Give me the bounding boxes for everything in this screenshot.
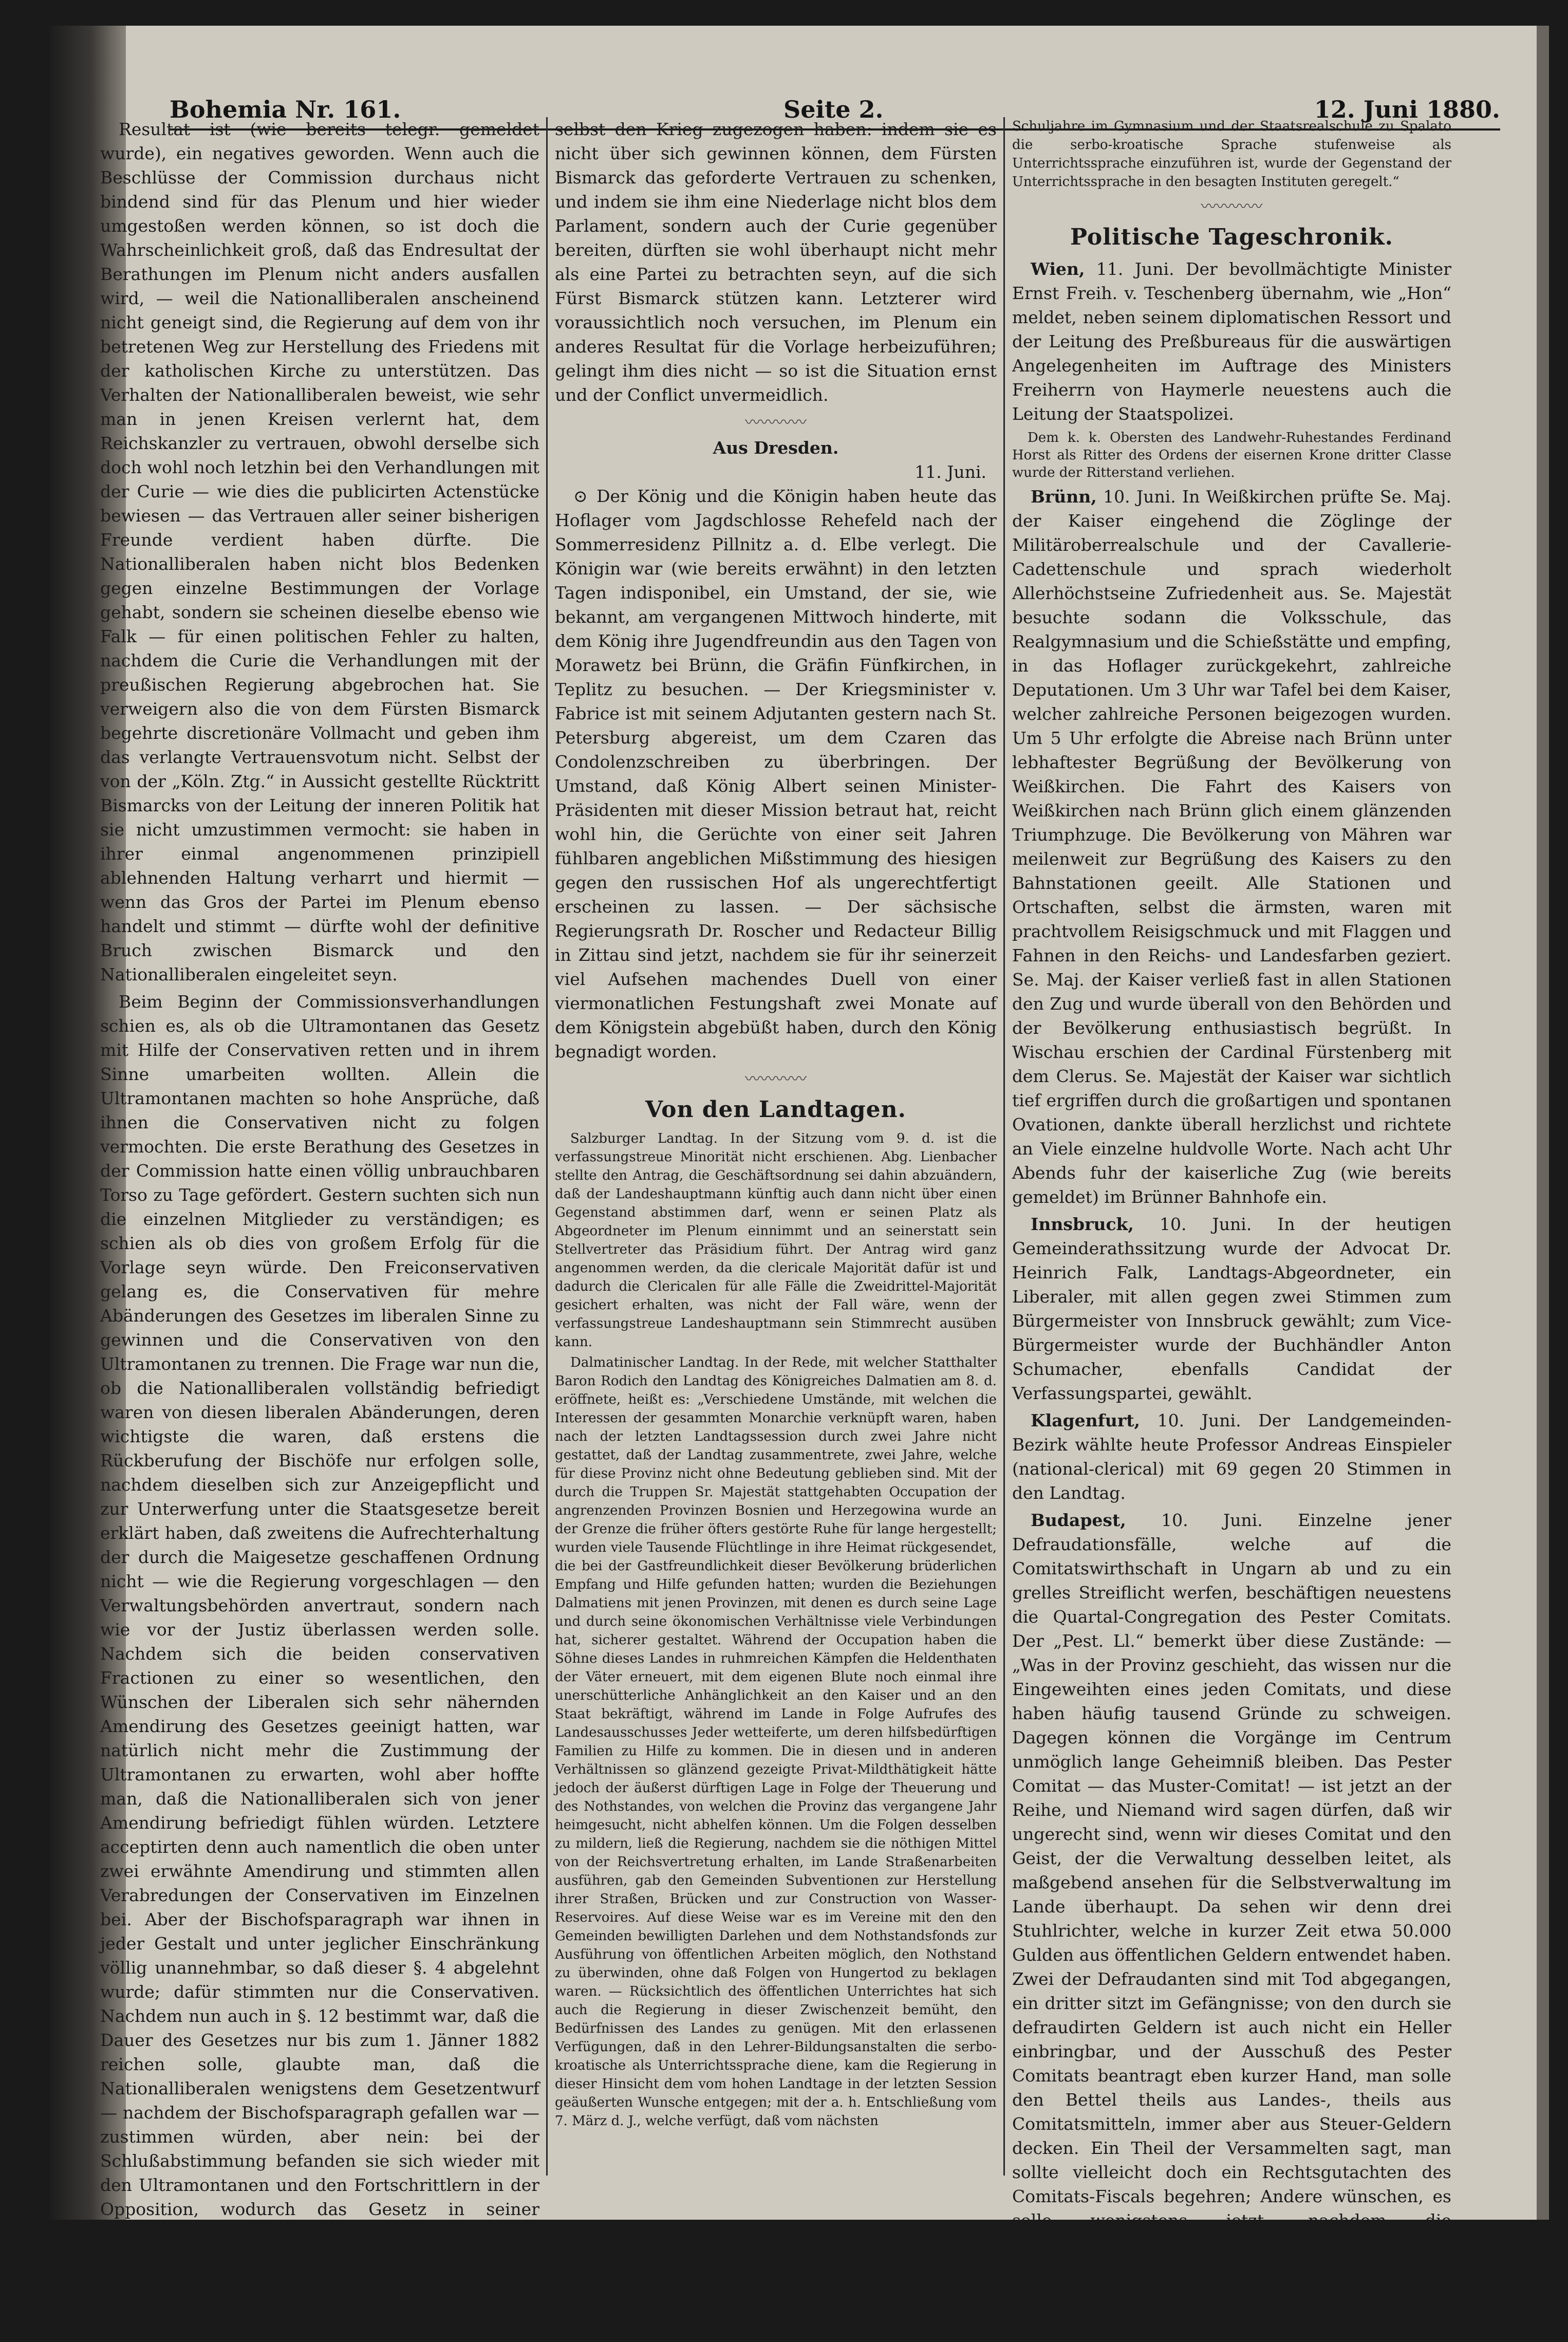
article-paragraph: ⊙ Der König und die Königin haben heute das Hoflager vom Jagdschlosse Rehefeld nach der Sommerresidenz Pillnitz a. d. Elbe verlegt. Die Königin war (wie bereits erwähnt) in den letzten Tagen indisponibel, ein Umstand, der sie, wie bekannt, am vergangenen Mittwoch hinderte, mit dem König ihre Jugendfreundin aus den Tagen von Morawetz bei Brünn, die Gräfin Fünfkirchen, in Teplitz zu besuchen. — Der Kriegsminister v. Fabrice ist mit seinem Adjutanten gestern nach St. Petersburg abgereist, um dem Czaren das Condolenzschreiben zu überbringen. Der Umstand, daß König Albert seinen Minister-Präsidenten mit dieser Mission betraut hat, reicht wohl hin, die Gerüchte von einer seit Jahren fühlbaren angeblichen Mißstimmung des hiesigen gegen den russischen Hof als ungerechtfertigt erscheinen zu lassen. — Der sächsische Regierungsrath Dr. Roscher und Redacteur Billig in Zittau sind jetzt, nachdem sie für ihr seinerzeit viel Aufsehen machendes Duell von einer viermonatlichen Festungshaft zwei Monate auf dem Königstein abgebüßt haben, durch den König begnadigt worden. [555,486,997,1062]
article-paragraph: Beim Beginn der Commissionsverhandlungen schien es, als ob die Ultramontanen das Gesetz mit Hilfe der Conservativen retten und in ihrem Sinne umarbeiten wollten. Allein die Ultramontanen machten so hohe Ansprüche, daß ihnen die Conservativen nicht zu folgen vermochten. Die erste Berathung des Gesetzes in der Commission hatte einen völlig unbrauchbaren Torso zu Tage gefördert. Gestern suchten sich nun die einzelnen Mitglieder zu verständigen; es schien als ob dies von großem Erfolg für die Vorlage seyn würde. Den Freiconservativen gelang es, die Conservativen für mehre Abänderungen des Gesetzes im liberalen Sinne zu gewinnen und die Conservativen von den Ultramontanen zu trennen. Die Frage war nun die, ob die Nationalliberalen vollständig befriedigt waren von diesen liberalen Abänderungen, deren wichtigste die waren, daß erstens die Rückberufung der Bischöfe nur erfolgen solle, nachdem dieselben sich zur Anzeigepflicht und zur Unterwerfung unter die Staatsgesetze bereit erklärt haben, daß zweitens die Aufrechterhaltung der durch die Maigesetze geschaffenen Ordnung nicht — wie die Regierung vorgeschlagen — den Verwaltungsbehörden anvertraut, sondern nach wie vor der Justiz überlassen werden solle. Nachdem sich die beiden conservativen Fractionen zu einer so wesentlichen, den Wünschen der Liberalen sich sehr nähernden Amendirung des Gesetzes geeinigt hatten, war natürlich nicht mehr die Zustimmung der Ultramontanen zu erwarten, wohl aber hoffte man, daß die Nationalliberalen sich von jener Amendirung befriedigt fühlen würden. Letztere acceptirten denn auch namentlich die oben unter zwei erwähnte Amendirung und stimmten allen Verabredungen der Conservativen im Einzelnen bei. Aber der Bischofsparagraph war ihnen in jeder Gestalt und unter jeglicher Einschränkung völlig unannehmbar, so daß dieser §. 4 abgelehnt wurde; dafür stimmten nur die Conservativen. Nachdem nun auch in §. 12 bestimmt war, daß die Dauer des Gesetzes nur bis zum 1. Jänner 1882 reichen solle, glaubte man, daß die Nationalliberalen wenigstens dem Gesetzentwurf — nachdem der Bischofsparagraph gefallen war — zustimmen würden, aber nein: bei der Schlußabstimmung befanden sie sich wieder mit den Ultramontanen und den Fortschrittlern in der Opposition, wodurch das Gesetz in seiner Gesammtheit abgelehnt wurde. Die Nationalliberalen wollen eben nicht nur die Rückberufung der Bischöfe nicht, sondern sie wollen überhaupt kein Friedensgesetz. Hierdurch aber dürften sie sich wohl [100,992,539,2340]
news-item [1012,1508,1451,2329]
landtage-heading: Von den Landtagen. [645,1096,906,1123]
news-place: Klagenfurt, [1031,1410,1140,1430]
article-paragraph: Resultat ist (wie bereits telegr. gemeldet wurde), ein negatives geworden. Wenn auch die Beschlüsse der Commission durchaus nicht bindend sind für das Plenum und hier wieder umgestoßen werden können, so ist doch die Wahrscheinlichkeit groß, daß das Endresultat der Berathungen im Plenum nicht anders ausfallen wird, — weil die Nationalliberalen anscheinend nicht geneigt sind, die Regierung auf dem von ihr betretenen Weg zur Herstellung des Friedens mit der katholischen Kirche zu unterstützen. Das Verhalten der Nationalliberalen beweist, wie sehr man in jenen Kreisen verlernt hat, dem Reichskanzler zu vertrauen, obwohl derselbe sich doch wohl noch letzhin bei den Verhandlungen mit der Curie — wie dies die publicirten Actenstücke bewiesen — das Vertrauen aller seiner bisherigen Freunde verdient haben dürfte. Die Nationalliberalen haben nicht blos Bedenken gegen einzelne Bestimmungen der Vorlage gehabt, sondern sie scheinen dieselbe ebenso wie Falk — für einen politischen Fehler zu halten, nachdem die Curie die Verhandlungen mit der preußischen Regierung abgebrochen hat. Sie verweigern also die von dem Fürsten Bismarck begehrte discretionäre Vollmacht und geben ihm das verlangte Vertrauensvotum nicht. Selbst der von der „Köln. Ztg.“ in Aussicht gestellte Rücktritt Bismarcks von der Leitung der inneren Politik hat sie nicht umzustimmen vermocht: sie haben in ihrer einmal angenommenen prinzipiell ablehnenden Haltung verharrt und hiermit — wenn das Gros der Partei im Plenum ebenso handelt und stimmt — dürfte wohl der definitive Bruch zwischen Bismarck und den Nationalliberalen eingeleitet seyn. [100,119,539,984]
news-item [1012,257,1451,426]
paper-issue: Bohemia Nr. 161. [170,96,401,123]
news-item [1012,485,1451,1209]
column-1 [100,117,539,2340]
news-place: Innsbruck, [1031,1214,1134,1234]
article-paragraph: Dalmatinischer Landtag. In der Rede, mit welcher Statthalter Baron Rodich den Landtag des Königreiches Dalmatien am 8. d. eröffnete, heißt es: „Verschiedene Umstände, mit welchen die Interessen der gesammten Monarchie verknüpft waren, haben nach der letzten Landtagssession durch zwei Jahre nicht gestattet, daß der Landtag zusammentrete, zwei Jahre, welche für diese Provinz nicht ohne Bedeutung geblieben sind. Mit der durch die Truppen Sr. Majestät stattgehabten Occupation der angrenzenden Provinzen Bosnien und Herzegowina wurde an der Grenze die früher öfters gestörte Ruhe für lange hergestellt; wurden viele Tausende Flüchtlinge in ihre Heimat rückgesendet, die bei der Gastfreundlichkeit dieser Bevölkerung brüderlichen Empfang und Hilfe gefunden hatten; wurden die Beziehungen Dalmatiens mit jenen Provinzen, mit denen es durch seine Lage und durch seine ökonomischen Verhältnisse viele Verbindungen hat, sicherer gestaltet. Während der Occupation haben die Söhne dieses Landes in ruhmreichen Kämpfen die Heldenthaten der Väter erneuert, mit dem eigenen Blute noch einmal ihre unerschütterliche Anhänglichkeit an den Kaiser und an den Staat bekräftigt, während im Lande in Folge Aufrufes des Landesausschusses Jeder wetteiferte, um deren hilfsbedürftigen Familien zu Hilfe zu kommen. Die in diesen und in anderen Verhältnissen so glänzend gezeigte Privat-Mildthätigkeit hätte jedoch der äußerst dürftigen Lage in Folge der Theuerung und des Nothstandes, von welchen die Provinz das vergangene Jahr heimgesucht, nicht abhelfen können. Um die Folgen desselben zu mildern, ließ die Regierung, nachdem sie die nöthigen Mittel von der Reichsvertretung erhalten, im Lande Straßenarbeiten ausführen, gab den Gemeinden Subventionen zur Herstellung ihrer Straßen, Brücken und zur Construction von Wasser-Reservoires. Auf diese Weise war es im Vereine mit den den Gemeinden bewilligten Darlehen und dem Nothstandsfonds zur Ausführung von öffentlichen Arbeiten möglich, den Nothstand zu überwinden, ohne daß Folgen von Hungertod zu beklagen waren. — Rücksichtlich des öffentlichen Unterrichtes hat sich auch die Regierung in dieser Zwischenzeit bemüht, den Bedürfnissen des Landes zu genügen. Mit den erlassenen Verfügungen, daß in den Lehrer-Bildungsanstalten die serbo-kroatische als Unterrichtssprache diene, kam die Regierung in dieser Hinsicht dem vom hohen Landtage in der letzten Session geäußerten Wunsche entgegen; mit der a. h. Entschließung vom 7. März d. J., welche verfügt, daß vom nächsten [555,1355,997,2129]
news-text: 10. Juni. In der heutigen Gemeinderathssitzung wurde der Advocat Dr. Heinrich Falk, Landtags-Abgeordneter, ein Liberaler, mit allen gegen zwei Stimmen zum Bürgermeister von Innsbruck gewählt; zum Vice-Bürgermeister wurde der Buchhändler Anton Schumacher, ebenfalls Candidat der Verfassungspartei, gewählt. [1012,1214,1451,1403]
column-3 [1012,117,1452,2327]
dresden-date: 11. Juni. [914,462,986,482]
news-text: 10. Juni. In Weißkirchen prüfte Se. Maj. der Kaiser eingehend die Zöglinge der Militäroberrealschule und der Cavallerie-Cadettenschule und sprach wiederholt Allerhöchstseine Zufriedenheit aus. Se. Majestät besuchte sodann die Volksschule, das Realgymnasium und die Schießstätte und empfing, in das Hoflager zurückgekehrt, zahlreiche Deputationen. Um 3 Uhr war Tafel bei dem Kaiser, welcher zahlreiche Personen beigezogen wurden. Um 5 Uhr erfolgte die Abreise nach Brünn unter lebhaftester Begrüßung der Bevölkerung von Weißkirchen. Die Fahrt des Kaisers von Weißkirchen nach Brünn glich einem glänzenden Triumphzuge. Die Bevölkerung von Mähren war meilenweit zur Begrüßung des Kaisers zu den Bahnstationen geeilt. Alle Stationen und Ortschaften, selbst die ärmsten, waren mit prachtvollem Reisigschmuck und mit Flaggen und Fahnen in den Reichs- und Landesfarben geziert. Se. Maj. der Kaiser verließ fast in allen Stationen den Zug und wurde überall von den Behörden und der Bevölkerung enthusiastisch begrüßt. In Wischau erschien der Cardinal Fürstenberg mit dem Clerus. Se. Majestät der Kaiser war sichtlich tief ergriffen durch die großartigen und spontanen Ovationen, dankte überall herzlichst und richtete an Viele einzelne huldvolle Worte. Nach acht Uhr Abends fuhr der kaiserliche Zug (wie bereits gemeldet) im Brünner Bahnhofe ein. [1012,487,1452,1207]
news-item [1012,1408,1451,1505]
news-text: 11. Juni. Der bevollmächtigte Minister Ernst Freih. v. Teschenberg übernahm, wie „Hon“ meldet, neben seinem diplomatischen Ressort und der Leitung des Preßbureaus für die auswärtigen Angelegenheiten im Auftrage des Ministers Freiherrn von Haymerle neuestens auch die Leitung der Staatspolizei. [1012,259,1451,424]
news-text: 10. Juni. Der Landgemeinden-Bezirk wählte heute Professor Andreas Einspieler (national-clerical) mit 69 gegen 20 Stimmen in den Landtag. [1012,1410,1451,1503]
article-paragraph: Schuljahre im Gymnasium und der Staatsrealschule zu Spalato die serbo-kroatische Sprache stufenweise als Unterrichtssprache einzuführen ist, wurde der Gegenstand der Unterrichtssprache in den besagten Instituten geregelt.“ [1012,119,1451,190]
news-item [1012,1212,1451,1405]
news-text: 10. Juni. Einzelne jener Defraudationsfälle, welche auf die Comitatswirthschaft in Ungarn ab und zu ein grelles Streiflicht werfen, beschäftigen neuestens die Quartal-Congregation des Pester Comitats. Der „Pest. Ll.“ bemerkt über diese Zustände: — „Was in der Provinz geschieht, das wissen nur die Eingeweihten eines jeden Comitats, und diese haben häufig tausend Gründe zu schweigen. Dagegen können die Vorgänge im Centrum unmöglich lange Geheimniß bleiben. Das Pester Comitat — das Muster-Comitat! — ist jetzt an der Reihe, und Niemand wird sagen dürfen, daß wir ungerecht sind, wenn wir dieses Comitat und den Geist, der die Verwaltung desselben leitet, als maßgebend ansehen für die Selbstverwaltung im Lande überhaupt. Da sehen wir denn drei Stuhlrichter, welche in kurzer Zeit etwa 50.000 Gulden aus öffentlichen Geldern entwendet haben. Zwei der Defraudanten sind mit Tod abgegangen, ein dritter sitzt im Gefängnisse; von den durch sie defraudirten Geldern ist auch nicht ein Heller einbringbar, und der Ausschuß des Pester Comitats beantragt eben kurzer Hand, man solle den Bettel theils aus Landes-, theils aus Comitatsmitteln, immer aber aus Steuer-Geldern decken. Ein Theil der Versammelten sagt, man sollte vielleicht doch ein Rechtsgutachten des Comitats-Fiscals begehren; Andere wünschen, es solle wenigstens jetzt, nachdem die Defraudationsfälle offenkundig geworden, eine Art Controle in der Geldgebahrung eingeführt werden; die Majorität aber und der Herr Comitats-Fiscal selbst [1012,1510,1451,2327]
issue-date: 12. Juni 1880. [1314,96,1500,123]
dresden-heading: Aus Dresden. [713,438,839,458]
column-rule [546,117,548,2176]
continued-paragraph [1012,117,1451,191]
column-2 [555,117,997,2181]
section-divider: 〰〰〰〰 [1201,198,1263,216]
tageschronik-heading: Politische Tageschronik. [1070,224,1393,250]
column-rule [1003,117,1005,2176]
article-paragraph: Salzburger Landtag. In der Sitzung vom 9. d. ist die verfassungstreue Minorität nicht erschienen. Abg. Lienbacher stellte den Antrag, die Geschäftsordnung sei dahin abzuändern, daß der Landeshauptmann künftig auch dann nicht über einen Gegenstand abstimmen darf, wenn er seinen Platz als Abgeordneter im Plenum einnimmt und an seinerstatt sein Stellvertreter das Präsidium führt. Der Antrag wird ganz angenommen werden, da die clericale Majorität dafür ist und dadurch die Clericalen für alle Fälle die Zweidrittel-Majorität gesichert erhalten, was nicht der Fall wäre, wenn der verfassungstreue Landeshauptmann sein Stimmrecht ausüben kann. [555,1131,997,1350]
news-place: Budapest, [1031,1510,1126,1530]
landtage-section [555,1129,997,2130]
page-edge [1537,26,1549,2220]
section-divider: 〰〰〰〰 [745,414,807,432]
news-note: Dem k. k. Obersten des Landwehr-Ruhestandes Ferdinand Horst als Ritter des Ordens der eisernen Krone dritter Classe wurde der Ritterstand verliehen. [1012,430,1451,480]
news-place: Wien, [1031,259,1085,279]
section-divider: 〰〰〰〰 [745,1070,807,1088]
news-place: Brünn, [1031,487,1097,507]
page-number: Seite 2. [783,96,884,123]
article-paragraph: selbst den Krieg zugezogen haben: indem sie es nicht über sich gewinnen können, dem Fürsten Bismarck das geforderte Vertrauen zu schenken, und indem sie ihm eine Niederlage nicht blos dem Parlament, sondern auch der Curie gegenüber bereiten, dürften sie wohl überhaupt nicht mehr als eine Partei zu betrachten seyn, auf die sich Fürst Bismarck stützen kann. Letzterer wird voraussichtlich noch versuchen, im Plenum ein anderes Resultat für die Vorlage herbeizuführen; gelingt ihm dies nicht — so ist die Situation ernst und der Conflict unvermeidlich. [555,119,997,405]
